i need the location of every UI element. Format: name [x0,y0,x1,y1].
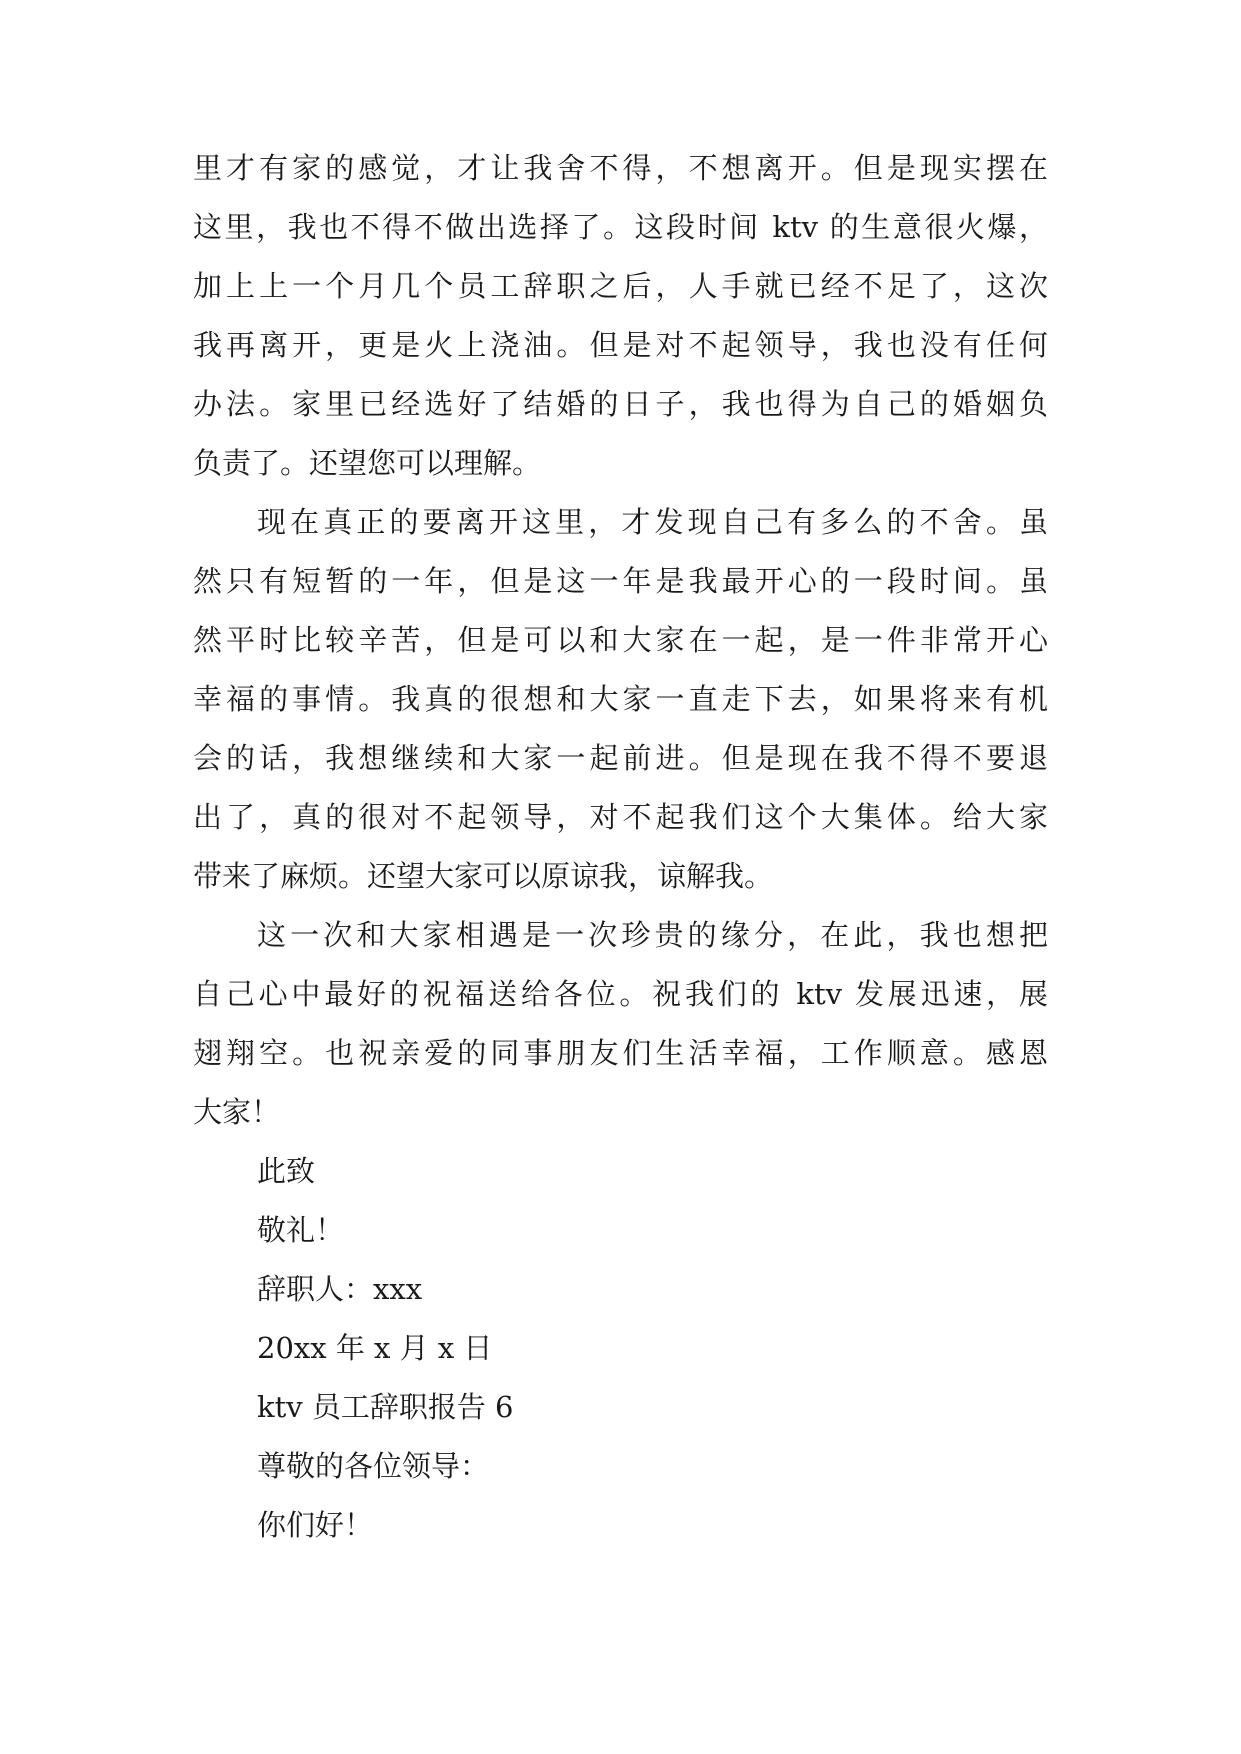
signer-name: 辞职人：xxx [257,1272,423,1306]
next-letter-greeting: 你们好！ [257,1508,374,1542]
paragraph-2-line-5: 会的话，我想继续和大家一起前进。但是现在我不得不要退 [193,741,1048,775]
paragraph-1-line-5: 办法。家里已经选好了结婚的日子，我也得为自己的婚姻负 [193,387,1048,421]
next-letter-title: ktv 员工辞职报告 6 [257,1390,514,1424]
closing-salutation: 此致 [257,1154,316,1188]
paragraph-2-line-7: 带来了麻烦。还望大家可以原谅我，谅解我。 [193,859,774,893]
paragraph-3-line-4: 大家！ [193,1095,281,1129]
paragraph-2-line-6: 出了，真的很对不起领导，对不起我们这个大集体。给大家 [193,800,1048,834]
paragraph-3-line-1: 这一次和大家相遇是一次珍贵的缘分，在此，我也想把 [257,918,1048,952]
paragraph-1-line-2: 这里，我也不得不做出选择了。这段时间 ktv 的生意很火爆， [193,210,1048,244]
paragraph-1-line-4: 我再离开，更是火上浇油。但是对不起领导，我也没有任何 [193,328,1048,362]
closing-regards: 敬礼！ [257,1213,345,1247]
paragraph-2-line-2: 然只有短暂的一年，但是这一年是我最开心的一段时间。虽 [193,564,1048,598]
paragraph-1-line-6: 负责了。还望您可以理解。 [193,446,542,480]
paragraph-3-line-2: 自己心中最好的祝福送给各位。祝我们的 ktv 发展迅速，展 [193,977,1048,1011]
letter-date: 20xx 年 x 月 x 日 [257,1331,493,1365]
paragraph-2-line-3: 然平时比较辛苦，但是可以和大家在一起，是一件非常开心 [193,623,1048,657]
paragraph-1-line-3: 加上上一个月几个员工辞职之后，人手就已经不足了，这次 [193,269,1048,303]
paragraph-2-line-1: 现在真正的要离开这里，才发现自己有多么的不舍。虽 [257,505,1048,539]
paragraph-3-line-3: 翅翔空。也祝亲爱的同事朋友们生活幸福，工作顺意。感恩 [193,1036,1048,1070]
paragraph-1-line-1: 里才有家的感觉，才让我舍不得，不想离开。但是现实摆在 [193,151,1048,185]
next-letter-addressee: 尊敬的各位领导： [257,1449,490,1483]
paragraph-2-line-4: 幸福的事情。我真的很想和大家一直走下去，如果将来有机 [193,682,1048,716]
